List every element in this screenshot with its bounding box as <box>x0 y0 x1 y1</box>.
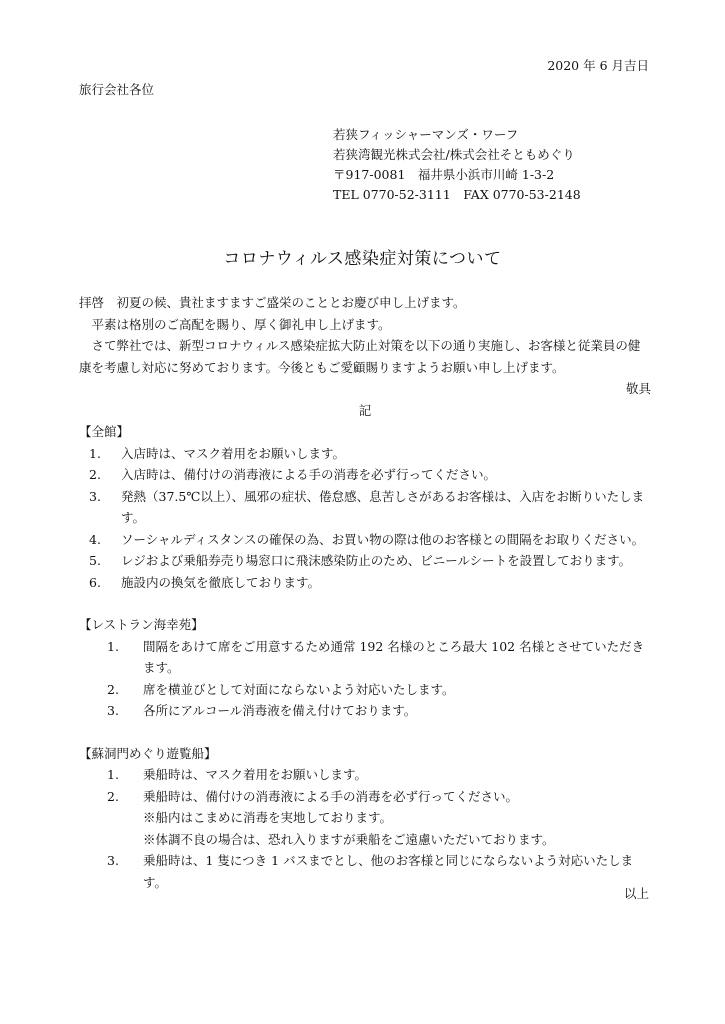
list-item: 3. 発熱（37.5℃以上）、風邪の症状、倦怠感、息苦しさがあるお客様は、入店をお断りいたします。 <box>89 488 645 525</box>
cruise-list <box>79 764 651 893</box>
zenkan-list <box>79 443 651 594</box>
list-item: 2. 乗船時は、備付けの消毒液による手の消毒を必ず行ってください。 ※船内はこまめに消毒を実地しております。 ※体調不良の場合は、恐れ入りますが乗船をご遠慮いただいております。 <box>79 786 651 851</box>
cruise-note-2: ※体調不良の場合は、恐れ入りますが乗船をご遠慮いただいております。 <box>143 831 555 847</box>
keigu: 敬具 <box>625 381 651 396</box>
list-item: 3. 各所にアルコール消毒液を備え付けております。 <box>107 703 417 718</box>
list-item: 4. ソーシャルディスタンスの確保の為、お買い物の際は他のお客様との間隔をお取りください。 <box>89 531 645 547</box>
list-item: 3. 乗船時は、1 隻につき 1 バスまでとし、他のお客様と同じにならないよう対応いたします。 <box>107 853 634 890</box>
section-heading-restaurant: 【レストラン海幸苑】 <box>79 617 204 632</box>
list-item: 1. 間隔をあけて席をご用意するため通常 192 名様のところ最大 102 名様とさせていただきます。 <box>107 638 645 675</box>
greeting-line-2: 平素は格別のご高配を賜り、厚く御礼申し上げます。 <box>91 316 391 332</box>
document-title: コロナウィルス感染症対策について <box>223 249 502 269</box>
greeting-line-1: 拝啓 初夏の候、貴社ますますご盛栄のこととお慶び申し上げます。 <box>79 295 466 310</box>
sender-address: 〒917-0081 福井県小浜市川崎 1-3-2 <box>333 167 555 182</box>
document-date: 2020 年 6 月吉日 <box>547 58 649 73</box>
list-item: 5. レジおよび乗船券売り場窓口に飛沫感染防止のため、ビニールシートを設置しております。 <box>89 553 632 568</box>
recipient: 旅行会社各位 <box>79 82 155 97</box>
list-item: 6. 施設内の換気を徹底しております。 <box>89 574 321 590</box>
restaurant-list <box>79 636 651 722</box>
sender-block <box>333 125 581 205</box>
list-item: 1. 乗船時は、マスク着用をお願いします。 <box>107 767 368 782</box>
closing-ijou: 以上 <box>623 886 649 901</box>
sender-name: 若狭フィッシャーマンズ・ワーフ <box>333 127 519 142</box>
list-item: 1. 入店時は、マスク着用をお願いします。 <box>89 445 346 461</box>
sender-company: 若狭湾観光株式会社/株式会社そともめぐり <box>333 147 575 162</box>
section-heading-zenkan: 【全館】 <box>79 424 130 439</box>
section-heading-cruise: 【蘇洞門めぐり遊覧船】 <box>79 745 217 761</box>
ki-marker: 記 <box>358 402 372 418</box>
document-body <box>79 292 651 893</box>
list-item: 2. 入店時は、備付けの消毒液による手の消毒を必ず行ってください。 <box>89 467 497 482</box>
greeting-line-3: さて弊社では、新型コロナウィルス感染症拡大防止対策を以下の通り実施し、お客様と従業員の健康を考慮し対応に努めております。今後ともご愛顧賜りますようお願い申し上げます。 <box>79 338 641 375</box>
list-item: 2. 席を横並びとして対面にならないよう対応いたします。 <box>107 681 455 697</box>
cruise-note-1: ※船内はこまめに消毒を実地しております。 <box>143 810 393 825</box>
sender-contact: TEL 0770-52-3111 FAX 0770-53-2148 <box>333 187 581 202</box>
